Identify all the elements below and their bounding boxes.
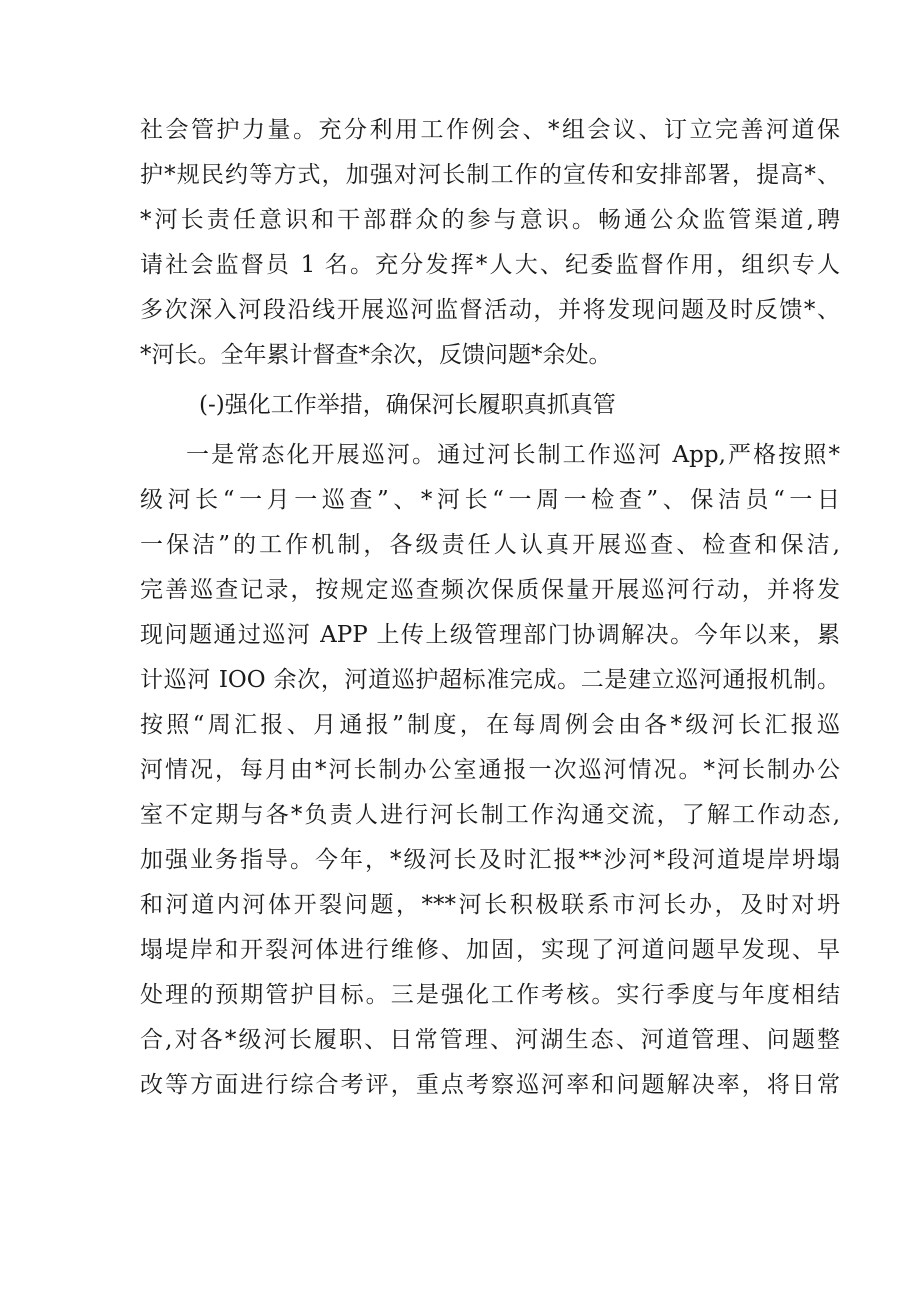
paragraph-line: 计巡河 IOO 余次，河道巡护超标准完成。二是建立巡河通报机制。	[140, 667, 840, 693]
paragraph-line: 请社会监督员 1 名。充分发挥*人大、纪委监督作用，组织专人	[140, 252, 840, 278]
paragraph-line: 室不定期与各*负责人进行河长制工作沟通交流，了解工作动态,	[140, 802, 840, 828]
paragraph-line: 一保洁”的工作机制，各级责任人认真开展巡查、检查和保洁,	[140, 532, 840, 558]
paragraph-line: 护*规民约等方式，加强对河长制工作的宣传和安排部署，提高*、	[140, 162, 840, 188]
paragraph-line: 和河道内河体开裂问题，***河长积极联系市河长办，及时对坍	[140, 892, 840, 918]
section-heading: (-)强化工作举措，确保河长履职真抓真管	[199, 392, 616, 418]
paragraph-line: 现问题通过巡河 APP 上传上级管理部门协调解决。今年以来，累	[140, 622, 840, 648]
paragraph-line: *河长。全年累计督查*余次，反馈问题*余处。	[140, 342, 612, 368]
paragraph-line: 河情况，每月由*河长制办公室通报一次巡河情况。*河长制办公	[140, 757, 840, 783]
paragraph-line: 完善巡查记录，按规定巡查频次保质保量开展巡河行动，并将发	[140, 577, 840, 603]
paragraph-line: 一是常态化开展巡河。通过河长制工作巡河 App,严格按照*	[186, 442, 840, 468]
paragraph-line: 按照“周汇报、月通报”制度，在每周例会由各*级河长汇报巡	[140, 712, 840, 738]
paragraph-line: 处理的预期管护目标。三是强化工作考核。实行季度与年度相结	[140, 982, 840, 1008]
paragraph-line: 加强业务指导。今年，*级河长及时汇报**沙河*段河道堤岸坍塌	[140, 847, 840, 873]
paragraph-line: 多次深入河段沿线开展巡河监督活动，并将发现问题及时反馈*、	[140, 297, 840, 323]
paragraph-line: *河长责任意识和干部群众的参与意识。畅通公众监管渠道,聘	[140, 207, 840, 233]
paragraph-line: 级河长“一月一巡查”、*河长“一周一检查”、保洁员“一日	[140, 487, 840, 513]
paragraph-line: 塌堤岸和开裂河体进行维修、加固，实现了河道问题早发现、早	[140, 937, 840, 963]
paragraph-line: 社会管护力量。充分利用工作例会、*组会议、订立完善河道保	[140, 117, 840, 143]
paragraph-line: 合,对各*级河长履职、日常管理、河湖生态、河道管理、问题整	[140, 1027, 840, 1053]
paragraph-line: 改等方面进行综合考评，重点考察巡河率和问题解决率，将日常	[140, 1072, 840, 1098]
